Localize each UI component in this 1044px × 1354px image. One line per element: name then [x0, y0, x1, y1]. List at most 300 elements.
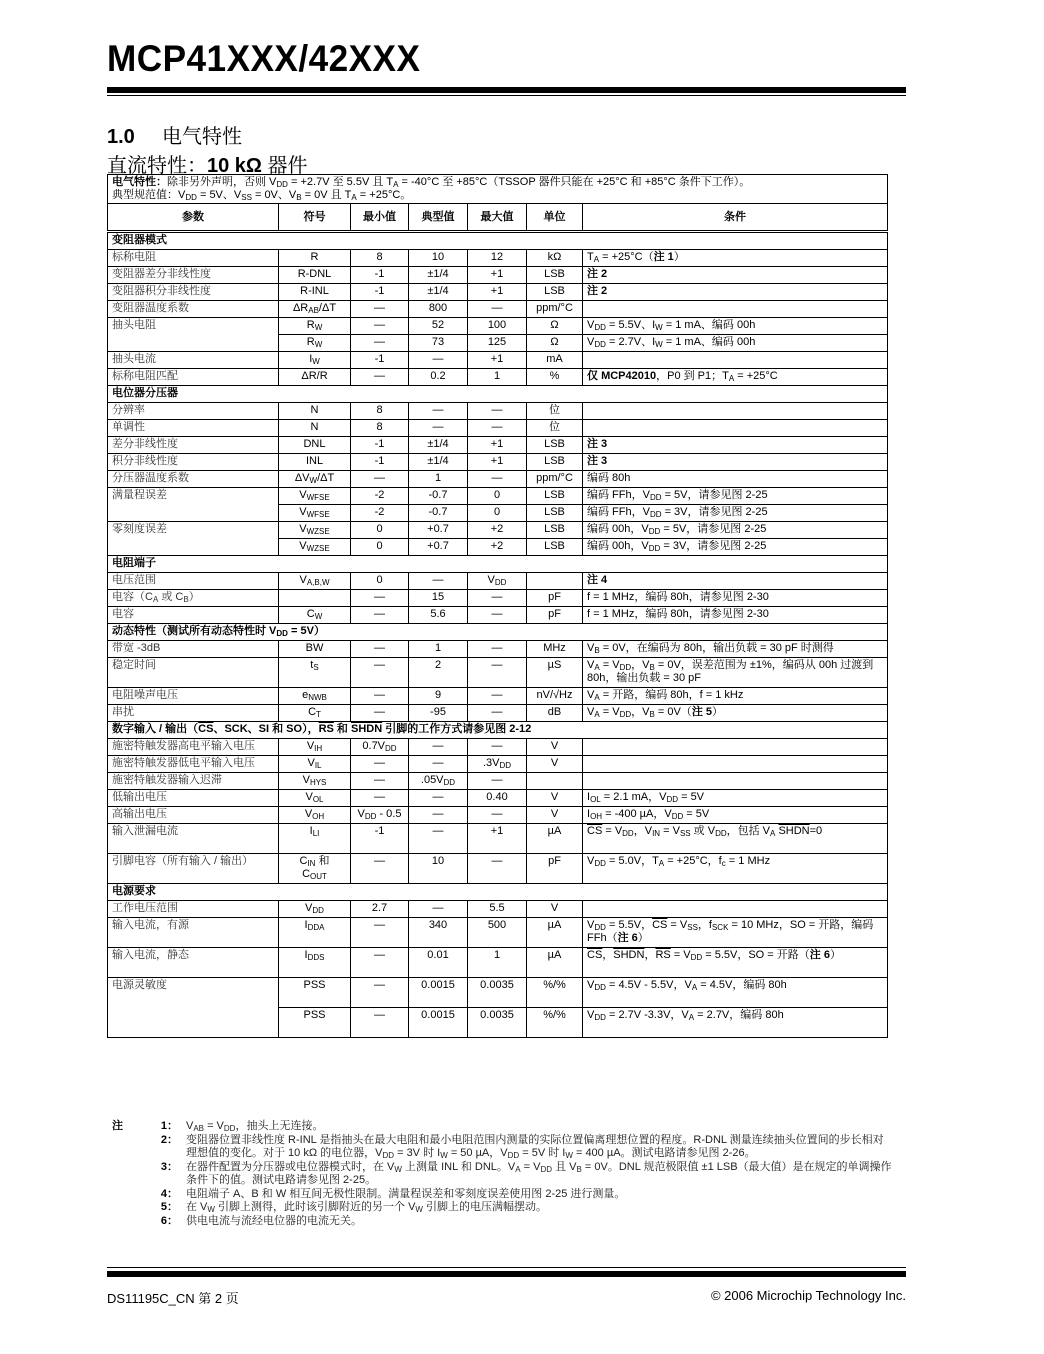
table-row: [108, 284, 888, 301]
unit-cell: LSB: [527, 284, 583, 301]
table-row: [108, 250, 888, 267]
group-title: 变阻器模式: [108, 232, 888, 250]
unit-cell: ppm/°C: [527, 301, 583, 318]
typ-cell: +0.7: [409, 539, 468, 556]
conditions-cell: 编码 00h，$V_{DD} = 5V$，请参见图 2-25: [583, 522, 888, 539]
table-header-row: [108, 204, 888, 232]
table-title-prefix: 直流特性：: [107, 155, 207, 177]
min-cell: —: [351, 471, 409, 488]
typ-cell: 1: [409, 641, 468, 658]
param-cell: 分压器温度系数: [108, 471, 279, 488]
notes-label: [112, 1201, 154, 1215]
intro-cell: [108, 175, 888, 204]
conditions-cell: [583, 301, 888, 318]
unit-cell: pF: [527, 607, 583, 624]
unit-cell: LSB: [527, 454, 583, 471]
symbol-cell: $V_{WZSE}$: [279, 522, 351, 539]
conditions-cell: $V_A = V_{DD}$，$V_B = 0V$，误差范围为 ±1%，编码从 00h 过渡到 80h，输出负载 = 30 pF: [583, 658, 888, 688]
min-cell: —: [351, 756, 409, 773]
footer-rule-thick: [107, 1271, 906, 1277]
min-cell: $V_{DD} - 0.5$: [351, 807, 409, 824]
max-cell: 125: [468, 335, 527, 352]
group-title: 电阻端子: [108, 556, 888, 573]
min-cell: 8: [351, 250, 409, 267]
unit-cell: LSB: [527, 522, 583, 539]
group-header-row: [108, 232, 888, 250]
note-text: 在器件配置为分压器或电位器模式时，在 $V_W$ 上测量 INL 和 DNL。$V_A = V_{DD}$ 且 $V_B = 0V$。DNL 规范极限值 ±1 LSB（最大值）是在规定的单调操作条件下的值。测试电路请参见图 2-25。: [186, 1160, 892, 1186]
notes-label: [112, 1161, 154, 1188]
conditions-cell: $V_A = V_{DD}$，$V_B = 0V$（注 5）: [583, 705, 888, 722]
table-row: [108, 488, 888, 505]
table-row: [108, 539, 888, 556]
unit-cell: [527, 573, 583, 590]
typ-cell: 0.2: [409, 369, 468, 386]
symbol-cell: $I_{DDA}$: [279, 918, 351, 948]
table-row: [108, 705, 888, 722]
typ-cell: 10: [409, 854, 468, 884]
conditions-cell: $\overline{CS} = V_{DD}$，$V_{IN} = V_{SS}$ 或 $V_{DD}$，包括 $V_A$ SHDN=0: [583, 824, 888, 854]
param-cell: 引脚电容（所有输入 / 输出）: [108, 854, 279, 884]
min-cell: -2: [351, 488, 409, 505]
symbol-cell: PSS: [279, 978, 351, 1008]
unit-cell: dB: [527, 705, 583, 722]
symbol-cell: $V_{A,B,W}$: [279, 573, 351, 590]
table-title-suffix: 器件: [261, 155, 308, 177]
param-cell: 电阻噪声电压: [108, 688, 279, 705]
max-cell: +1: [468, 267, 527, 284]
typ-cell: 0.0015: [409, 978, 468, 1008]
unit-cell: V: [527, 756, 583, 773]
typ-cell: —: [409, 352, 468, 369]
min-cell: 0: [351, 539, 409, 556]
col-conditions: 条件: [583, 204, 888, 232]
param-cell: 施密特触发器输入迟滞: [108, 773, 279, 790]
unit-cell: µA: [527, 948, 583, 978]
table-row: [108, 854, 888, 884]
typ-cell: 10: [409, 250, 468, 267]
max-cell: —: [468, 471, 527, 488]
notes-label: [112, 1134, 154, 1161]
param-cell: 输入电流，静态: [108, 948, 279, 978]
max-cell: 500: [468, 918, 527, 948]
note-number: 1：: [160, 1120, 178, 1132]
param-cell: [108, 335, 279, 352]
max-cell: $V_{DD}$: [468, 573, 527, 590]
param-cell: 变阻器差分非线性度: [108, 267, 279, 284]
typ-cell: 0.0015: [409, 1008, 468, 1038]
unit-cell: Ω: [527, 318, 583, 335]
conditions-cell: $V_B = 0V$，在编码为 80h，输出负载 = 30 pF 时测得: [583, 641, 888, 658]
max-cell: —: [468, 807, 527, 824]
symbol-cell: $R_W$: [279, 318, 351, 335]
table-row: [108, 301, 888, 318]
note-item: [112, 1215, 892, 1229]
symbol-cell: $V_{IH}$: [279, 739, 351, 756]
unit-cell: pF: [527, 854, 583, 884]
symbol-cell: [279, 590, 351, 607]
group-title: 动态特性（测试所有动态特性时 $V_{DD} = 5V$）: [108, 624, 888, 641]
typ-cell: ±1/4: [409, 454, 468, 471]
param-cell: 输入电流，有源: [108, 918, 279, 948]
symbol-cell: ΔR/R: [279, 369, 351, 386]
param-cell: [108, 505, 279, 522]
table-row: [108, 978, 888, 1008]
symbol-cell: INL: [279, 454, 351, 471]
conditions-cell: [583, 901, 888, 918]
table-row: [108, 688, 888, 705]
max-cell: —: [468, 688, 527, 705]
table-row: [108, 471, 888, 488]
symbol-cell: DNL: [279, 437, 351, 454]
note-text: $V_{AB} = V_{DD}$，抽头上无连接。: [186, 1120, 324, 1133]
min-cell: —: [351, 301, 409, 318]
typ-cell: —: [409, 420, 468, 437]
min-cell: —: [351, 773, 409, 790]
typ-cell: —: [409, 901, 468, 918]
typ-cell: 52: [409, 318, 468, 335]
unit-cell: Ω: [527, 335, 583, 352]
symbol-cell: $V_{IL}$: [279, 756, 351, 773]
note-text: 变阻器位置非线性度 R-INL 是指抽头在最大电阻和最小电阻范围内测量的实际位置偏离理想位置的程度。R-DNL 测量连续抽头位置间的步长相对理想值的变化。对于 10 kΩ 的电位器，$V_{DD} = 3V$ 时 $I_W = 50$ µA，$V_{DD} = 5V$ 时 $I_W = 400$ µA。测试电路请参见图 2-26。: [186, 1133, 884, 1160]
typ-cell: —: [409, 807, 468, 824]
param-cell: 电源灵敏度: [108, 978, 279, 1008]
group-header-row: [108, 386, 888, 403]
conditions-cell: $V_{DD} = 5.5V$、$I_W = 1$ mA、编码 00h: [583, 318, 888, 335]
conditions-cell: $V_{DD} = 5.0V$，$T_A = +25^\circ C$，$f_c = 1$ MHz: [583, 854, 888, 884]
symbol-cell: $V_{DD}$: [279, 901, 351, 918]
unit-cell: µA: [527, 918, 583, 948]
param-cell: 分辨率: [108, 403, 279, 420]
max-cell: +1: [468, 352, 527, 369]
note-number: 3：: [160, 1160, 178, 1173]
min-cell: 8: [351, 403, 409, 420]
note-item: [112, 1134, 892, 1161]
note-number: 6：: [160, 1214, 178, 1227]
min-cell: —: [351, 641, 409, 658]
table-row: [108, 807, 888, 824]
group-header-row: [108, 624, 888, 641]
symbol-cell: $e_{NWB}$: [279, 688, 351, 705]
min-cell: —: [351, 978, 409, 1008]
conditions-cell: f = 1 MHz，编码 80h，请参见图 2-30: [583, 607, 888, 624]
unit-cell: V: [527, 739, 583, 756]
max-cell: +1: [468, 454, 527, 471]
note-text: 供电电流与流经电位器的电流无关。: [186, 1214, 362, 1227]
conditions-cell: 注 4: [583, 573, 888, 590]
symbol-cell: $\Delta V_W/\Delta T$: [279, 471, 351, 488]
unit-cell: %/%: [527, 1008, 583, 1038]
note-number: 5：: [160, 1201, 178, 1213]
section-number: 1.0: [107, 126, 135, 148]
param-cell: 抽头电流: [108, 352, 279, 369]
unit-cell: ppm/°C: [527, 471, 583, 488]
table-row: [108, 420, 888, 437]
typ-cell: —: [409, 573, 468, 590]
min-cell: -1: [351, 824, 409, 854]
param-cell: 零刻度误差: [108, 522, 279, 539]
symbol-cell: $C_{IN}$ 和 $C_{OUT}$: [279, 854, 351, 884]
max-cell: —: [468, 590, 527, 607]
param-cell: 抽头电阻: [108, 318, 279, 335]
min-cell: -1: [351, 454, 409, 471]
param-cell: 工作电压范围: [108, 901, 279, 918]
typ-cell: —: [409, 790, 468, 807]
min-cell: —: [351, 918, 409, 948]
unit-cell: [527, 773, 583, 790]
symbol-cell: $\Delta R_{AB}/\Delta T$: [279, 301, 351, 318]
conditions-cell: $I_{OL} = 2.1$ mA，$V_{DD} = 5V$: [583, 790, 888, 807]
max-cell: —: [468, 854, 527, 884]
typ-cell: —: [409, 403, 468, 420]
table-row: [108, 505, 888, 522]
max-cell: 0.0035: [468, 978, 527, 1008]
notes-section: [112, 1120, 892, 1228]
param-cell: 施密特触发器低电平输入电压: [108, 756, 279, 773]
conditions-cell: $V_A$ = 开路，编码 80h，f = 1 kHz: [583, 688, 888, 705]
max-cell: 1: [468, 948, 527, 978]
symbol-cell: $I_{DDS}$: [279, 948, 351, 978]
max-cell: +2: [468, 539, 527, 556]
min-cell: —: [351, 705, 409, 722]
notes-label: [112, 1188, 154, 1202]
param-cell: 积分非线性度: [108, 454, 279, 471]
min-cell: -2: [351, 505, 409, 522]
param-cell: 稳定时间: [108, 658, 279, 688]
max-cell: —: [468, 658, 527, 688]
table-row: [108, 756, 888, 773]
table-row: [108, 901, 888, 918]
unit-cell: nV/√Hz: [527, 688, 583, 705]
footer-copyright: © 2006 Microchip Technology Inc.: [710, 1288, 906, 1303]
max-cell: —: [468, 705, 527, 722]
col-unit: 单位: [527, 204, 583, 232]
conditions-cell: $\overline{CS}$，SHDN，$\overline{RS} = V_{DD} = 5.5V$，SO = 开路（注 6）: [583, 948, 888, 978]
min-cell: -1: [351, 352, 409, 369]
notes-label: 注: [112, 1120, 123, 1132]
intro-label: 电气特性：: [112, 176, 167, 188]
typ-cell: —: [409, 756, 468, 773]
typ-cell: 9: [409, 688, 468, 705]
min-cell: —: [351, 590, 409, 607]
dc-characteristics-table: [107, 174, 888, 1038]
min-cell: —: [351, 318, 409, 335]
table-row: [108, 739, 888, 756]
typ-cell: -0.7: [409, 505, 468, 522]
unit-cell: µA: [527, 824, 583, 854]
min-cell: 0: [351, 522, 409, 539]
typ-cell: ±1/4: [409, 437, 468, 454]
min-cell: —: [351, 607, 409, 624]
header-rule-thick: [107, 87, 906, 93]
typ-cell: 5.6: [409, 607, 468, 624]
max-cell: 12: [468, 250, 527, 267]
typ-cell: +0.7: [409, 522, 468, 539]
max-cell: 0: [468, 505, 527, 522]
param-cell: 电容: [108, 607, 279, 624]
note-item: [112, 1161, 892, 1188]
unit-cell: LSB: [527, 539, 583, 556]
table-row: [108, 335, 888, 352]
max-cell: —: [468, 403, 527, 420]
typ-cell: 340: [409, 918, 468, 948]
section-title: 电气特性: [162, 126, 242, 148]
table-row: [108, 369, 888, 386]
conditions-cell: 编码 FFh，$V_{DD} = 5V$，请参见图 2-25: [583, 488, 888, 505]
typ-cell: 800: [409, 301, 468, 318]
param-cell: 标称电阻: [108, 250, 279, 267]
unit-cell: %: [527, 369, 583, 386]
unit-cell: kΩ: [527, 250, 583, 267]
typ-cell: 0.01: [409, 948, 468, 978]
param-cell: 高输出电压: [108, 807, 279, 824]
col-min: 最小值: [351, 204, 409, 232]
max-cell: —: [468, 739, 527, 756]
param-cell: 差分非线性度: [108, 437, 279, 454]
unit-cell: V: [527, 790, 583, 807]
param-cell: 低输出电压: [108, 790, 279, 807]
symbol-cell: N: [279, 420, 351, 437]
symbol-cell: $C_W$: [279, 607, 351, 624]
max-cell: +1: [468, 437, 527, 454]
param-cell: 单调性: [108, 420, 279, 437]
group-title: 数字输入 / 输出（$\overline{CS}$、SCK、SI 和 SO），$\overline{RS}$ 和 SHDN 引脚的工作方式请参见图 2-12: [108, 722, 888, 739]
typ-cell: 73: [409, 335, 468, 352]
conditions-cell: 编码 00h，$V_{DD} = 3V$，请参见图 2-25: [583, 539, 888, 556]
unit-cell: pF: [527, 590, 583, 607]
conditions-cell: [583, 773, 888, 790]
note-text: 在 $V_W$ 引脚上测得，此时该引脚附近的另一个 $V_W$ 引脚上的电压满幅摆动。: [186, 1201, 548, 1214]
note-item: [112, 1188, 892, 1202]
table-row: [108, 437, 888, 454]
table-row: [108, 318, 888, 335]
section-heading: [107, 120, 242, 149]
conditions-cell: $T_A = +25^\circ C$（注 1）: [583, 250, 888, 267]
param-cell: 满量程误差: [108, 488, 279, 505]
conditions-cell: f = 1 MHz，编码 80h，请参见图 2-30: [583, 590, 888, 607]
group-header-row: [108, 722, 888, 739]
param-cell: 带宽 -3dB: [108, 641, 279, 658]
symbol-cell: $V_{WZSE}$: [279, 539, 351, 556]
typ-cell: $.05V_{DD}$: [409, 773, 468, 790]
min-cell: 2.7: [351, 901, 409, 918]
table-row: [108, 590, 888, 607]
param-cell: 电压范围: [108, 573, 279, 590]
unit-cell: LSB: [527, 505, 583, 522]
symbol-cell: BW: [279, 641, 351, 658]
conditions-cell: $I_{OH} = -400$ µA，$V_{DD} = 5V$: [583, 807, 888, 824]
max-cell: +1: [468, 824, 527, 854]
conditions-cell: [583, 739, 888, 756]
intro-line2: 典型规范值：$V_{DD} = 5V$、$V_{SS} = 0V$、$V_B = 0V$ 且 $T_A = +25^\circ C$。: [112, 189, 412, 202]
param-cell: 电容（$C_A$ 或 $C_B$）: [108, 590, 279, 607]
table-row: [108, 790, 888, 807]
table-row: [108, 658, 888, 688]
group-header-row: [108, 884, 888, 901]
document-title: MCP41XXX/42XXX: [107, 38, 421, 79]
unit-cell: V: [527, 807, 583, 824]
symbol-cell: R-INL: [279, 284, 351, 301]
table-row: [108, 918, 888, 948]
max-cell: 0: [468, 488, 527, 505]
table-row: [108, 403, 888, 420]
note-number: 4：: [160, 1187, 178, 1200]
symbol-cell: $I_{LI}$: [279, 824, 351, 854]
conditions-cell: 注 2: [583, 284, 888, 301]
min-cell: —: [351, 688, 409, 705]
table-row: [108, 522, 888, 539]
note-text: 电阻端子 A、B 和 W 相互间无极性限制。满量程误差和零刻度误差使用图 2-25 进行测量。: [186, 1187, 626, 1200]
conditions-cell: 编码 80h: [583, 471, 888, 488]
note-item: [112, 1120, 892, 1134]
conditions-cell: 注 3: [583, 437, 888, 454]
min-cell: —: [351, 854, 409, 884]
min-cell: -1: [351, 437, 409, 454]
typ-cell: —: [409, 739, 468, 756]
max-cell: $.3V_{DD}$: [468, 756, 527, 773]
max-cell: —: [468, 607, 527, 624]
note-item: [112, 1201, 892, 1215]
conditions-cell: 编码 FFh，$V_{DD} = 3V$，请参见图 2-25: [583, 505, 888, 522]
symbol-cell: $V_{HYS}$: [279, 773, 351, 790]
max-cell: 5.5: [468, 901, 527, 918]
conditions-cell: [583, 403, 888, 420]
symbol-cell: $V_{WFSE}$: [279, 488, 351, 505]
unit-cell: µS: [527, 658, 583, 688]
typ-cell: -95: [409, 705, 468, 722]
max-cell: +1: [468, 284, 527, 301]
max-cell: 100: [468, 318, 527, 335]
table-intro: [108, 175, 888, 204]
typ-cell: 2: [409, 658, 468, 688]
param-cell: 输入泄漏电流: [108, 824, 279, 854]
table-row: [108, 573, 888, 590]
col-typ: 典型值: [409, 204, 468, 232]
max-cell: 0.40: [468, 790, 527, 807]
footer-doc-id: DS11195C_CN 第 2 页: [107, 1291, 239, 1306]
symbol-cell: PSS: [279, 1008, 351, 1038]
symbol-cell: $V_{WFSE}$: [279, 505, 351, 522]
param-cell: [108, 1008, 279, 1038]
param-cell: 施密特触发器高电平输入电压: [108, 739, 279, 756]
table-row: [108, 267, 888, 284]
typ-cell: -0.7: [409, 488, 468, 505]
conditions-cell: 仅 MCP42010，P0 到 P1；$T_A = +25^\circ C$: [583, 369, 888, 386]
min-cell: -1: [351, 284, 409, 301]
unit-cell: LSB: [527, 267, 583, 284]
conditions-cell: [583, 756, 888, 773]
typ-cell: ±1/4: [409, 267, 468, 284]
header-rule-thin: [107, 95, 906, 96]
param-cell: 串扰: [108, 705, 279, 722]
symbol-cell: $R_W$: [279, 335, 351, 352]
notes-label: [112, 1215, 154, 1229]
conditions-cell: 注 3: [583, 454, 888, 471]
table-row: [108, 454, 888, 471]
conditions-cell: $V_{DD} = 5.5V$，$\overline{CS} = V_{SS}$，$f_{SCK} = 10$ MHz，SO = 开路，编码 FFh（注 6）: [583, 918, 888, 948]
col-param: 参数: [108, 204, 279, 232]
unit-cell: %/%: [527, 978, 583, 1008]
symbol-cell: N: [279, 403, 351, 420]
unit-cell: mA: [527, 352, 583, 369]
unit-cell: 位: [527, 420, 583, 437]
unit-cell: 位: [527, 403, 583, 420]
symbol-cell: R: [279, 250, 351, 267]
table-row: [108, 641, 888, 658]
unit-cell: MHz: [527, 641, 583, 658]
symbol-cell: $V_{OL}$: [279, 790, 351, 807]
min-cell: $0.7V_{DD}$: [351, 739, 409, 756]
group-title: 电位器分压器: [108, 386, 888, 403]
